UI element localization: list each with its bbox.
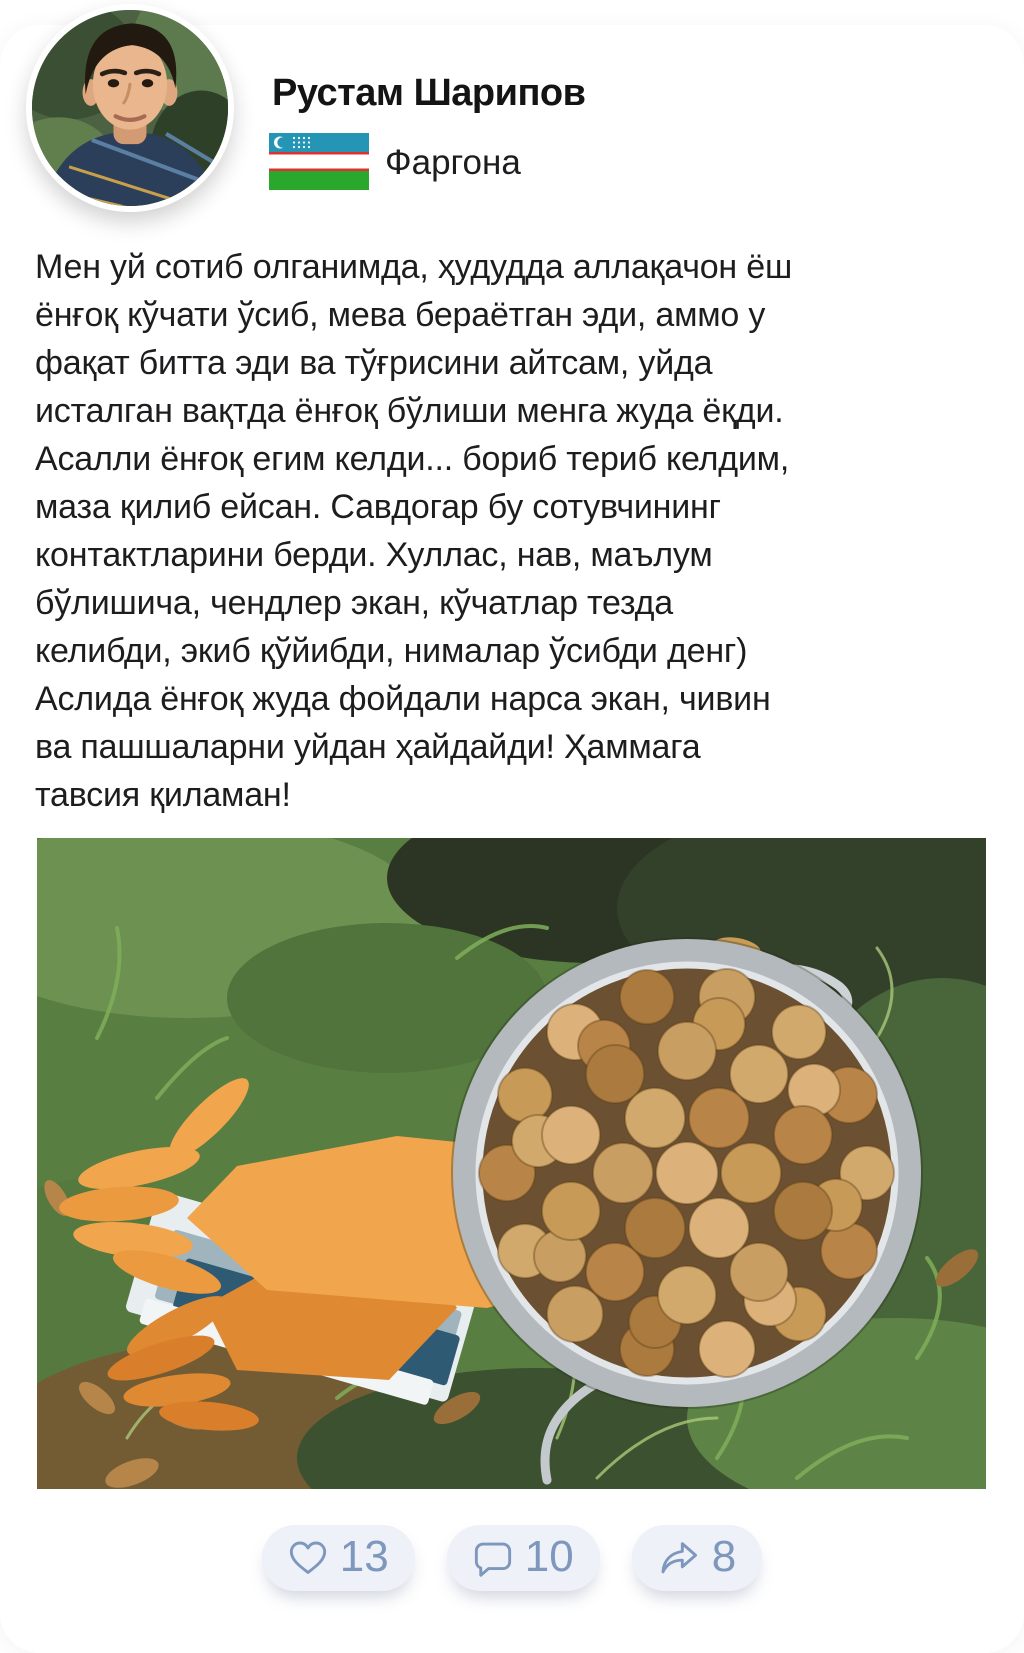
like-button[interactable] — [262, 1525, 415, 1591]
avatar-portrait-illustration — [32, 10, 228, 206]
like-count: 13 — [339, 1532, 389, 1581]
walnut-bucket-photo-illustration — [37, 838, 986, 1489]
post-text-line: Мен уй сотиб олганимда, ҳудудда аллақачон ёш — [35, 248, 793, 286]
location-label: Фаргона — [385, 143, 521, 182]
share-count: 8 — [711, 1532, 737, 1581]
post-text-line: Аслида ёнғоқ жуда фойдали нарса экан, чивин — [35, 680, 771, 718]
author-name[interactable]: Рустам Шарипов — [272, 72, 586, 114]
share-button[interactable] — [632, 1525, 762, 1591]
post-text-line: фақат битта эди ва тўғрисини айтсам, уйда — [35, 344, 713, 382]
post-text — [35, 243, 991, 819]
post-text-line: тавсия қиламан! — [35, 776, 291, 814]
post-text-line: ва пашшаларни уйдан ҳайдайди! Ҳаммага — [35, 728, 701, 766]
post-text-line: келибди, экиб қўйибди, нималар ўсибди денг) — [35, 632, 748, 670]
post-text-line: маза қилиб ейсан. Савдогар бу сотувчининг — [35, 488, 721, 526]
author-avatar[interactable] — [26, 4, 234, 212]
post-text-line: контактларини берди. Хуллас, нав, маълум — [35, 536, 713, 574]
forward-arrow-icon — [658, 1539, 700, 1577]
post-text-line: ёнғоқ кўчати ўсиб, мева бераётган эди, аммо у — [35, 296, 766, 334]
comment-count: 10 — [524, 1532, 574, 1581]
post-photo[interactable] — [37, 838, 986, 1489]
post-text-line: Асалли ёнғоқ егим келди... бориб териб келдим, — [35, 440, 790, 478]
post-text-line: бўлишича, чендлер экан, кўчатлар тезда — [35, 584, 674, 622]
action-bar — [0, 1525, 1024, 1591]
heart-icon — [288, 1539, 328, 1577]
uzbekistan-flag-graphic — [269, 133, 369, 190]
comment-button[interactable] — [447, 1525, 600, 1591]
uzbekistan-flag-icon — [269, 133, 369, 190]
post-text-line: исталган вақтда ёнғоқ бўлиши менга жуда ёқди. — [35, 392, 784, 430]
speech-bubble-icon — [473, 1539, 513, 1577]
